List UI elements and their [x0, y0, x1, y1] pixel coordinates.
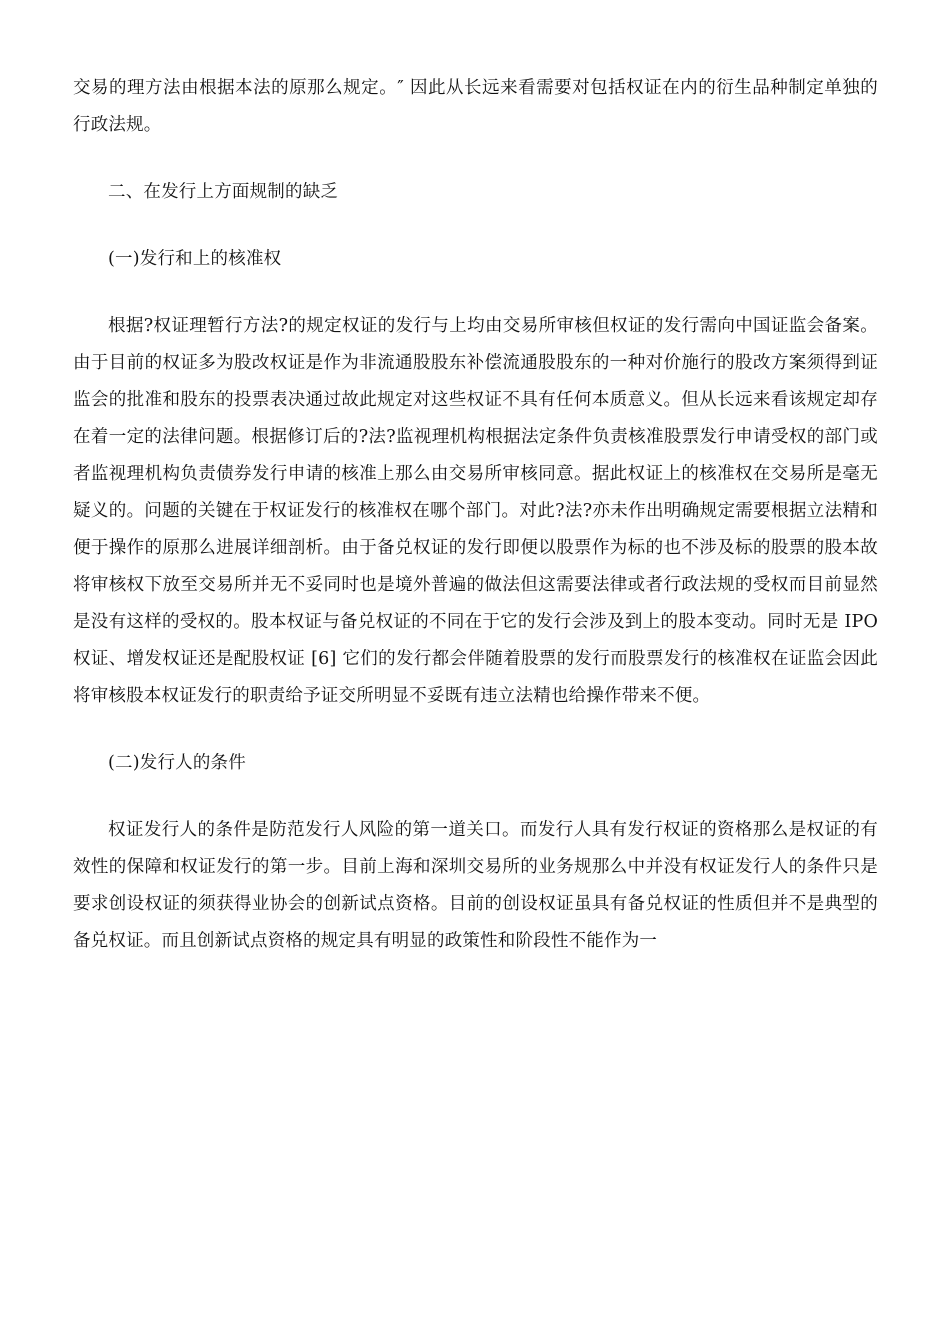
- paragraph-continued: 交易的理方法由根据本法的原那么规定。″ 因此从长远来看需要对包括权证在内的衍生品种制定单独的行政法规。: [73, 78, 878, 135]
- section-heading: 二、在发行上方面规制的缺乏: [108, 182, 339, 202]
- sub-heading-issuer-conditions: (二)发行人的条件: [108, 753, 246, 773]
- document-body: [73, 70, 878, 960]
- paragraph-approval-right: 根据?权证理暂行方法?的规定权证的发行与上均由交易所审核但权证的发行需向中国证监会备案。由于目前的权证多为股改权证是作为非流通股股东补偿流通股股东的一种对价施行的股改方案须得到证监会的批准和股东的投票表决通过故此规定对这些权证不具有任何本质意义。但从长远来看该规定却存在着一定的法律问题。根据修订后的?法?监视理机构根据法定条件负责核准股票发行申请受权的部门或者监视理机构负责债券发行申请的核准上那么由交易所审核同意。据此权证上的核准权在交易所是毫无疑义的。问题的关键在于权证发行的核准权在哪个部门。对此?法?亦未作出明确规定需要根据立法精和便于操作的原那么进展详细剖析。由于备兑权证的发行即便以股票作为标的也不涉及标的股票的股本故将审核权下放至交易所并无不妥同时也是境外普遍的做法但这需要法律或者行政法规的受权而目前显然是没有这样的受权的。股本权证与备兑权证的不同在于它的发行会涉及到上的股本变动。同时无是 IPO 权证、增发权证还是配股权证 [6] 它们的发行都会伴随着股票的发行而股票发行的核准权在证监会因此将审核股本权证发行的职责给予证交所明显不妥既有违立法精也给操作带来不便。: [73, 316, 878, 706]
- sub-heading-approval-right: (一)发行和上的核准权: [108, 249, 282, 269]
- paragraph-issuer-conditions: 权证发行人的条件是防范发行人风险的第一道关口。而发行人具有发行权证的资格那么是权证的有效性的保障和权证发行的第一步。目前上海和深圳交易所的业务规那么中并没有权证发行人的条件只是要求创设权证的须获得业协会的创新试点资格。目前的创设权证虽具有备兑权证的性质但并不是典型的备兑权证。而且创新试点资格的规定具有明显的政策性和阶段性不能作为一: [73, 820, 878, 951]
